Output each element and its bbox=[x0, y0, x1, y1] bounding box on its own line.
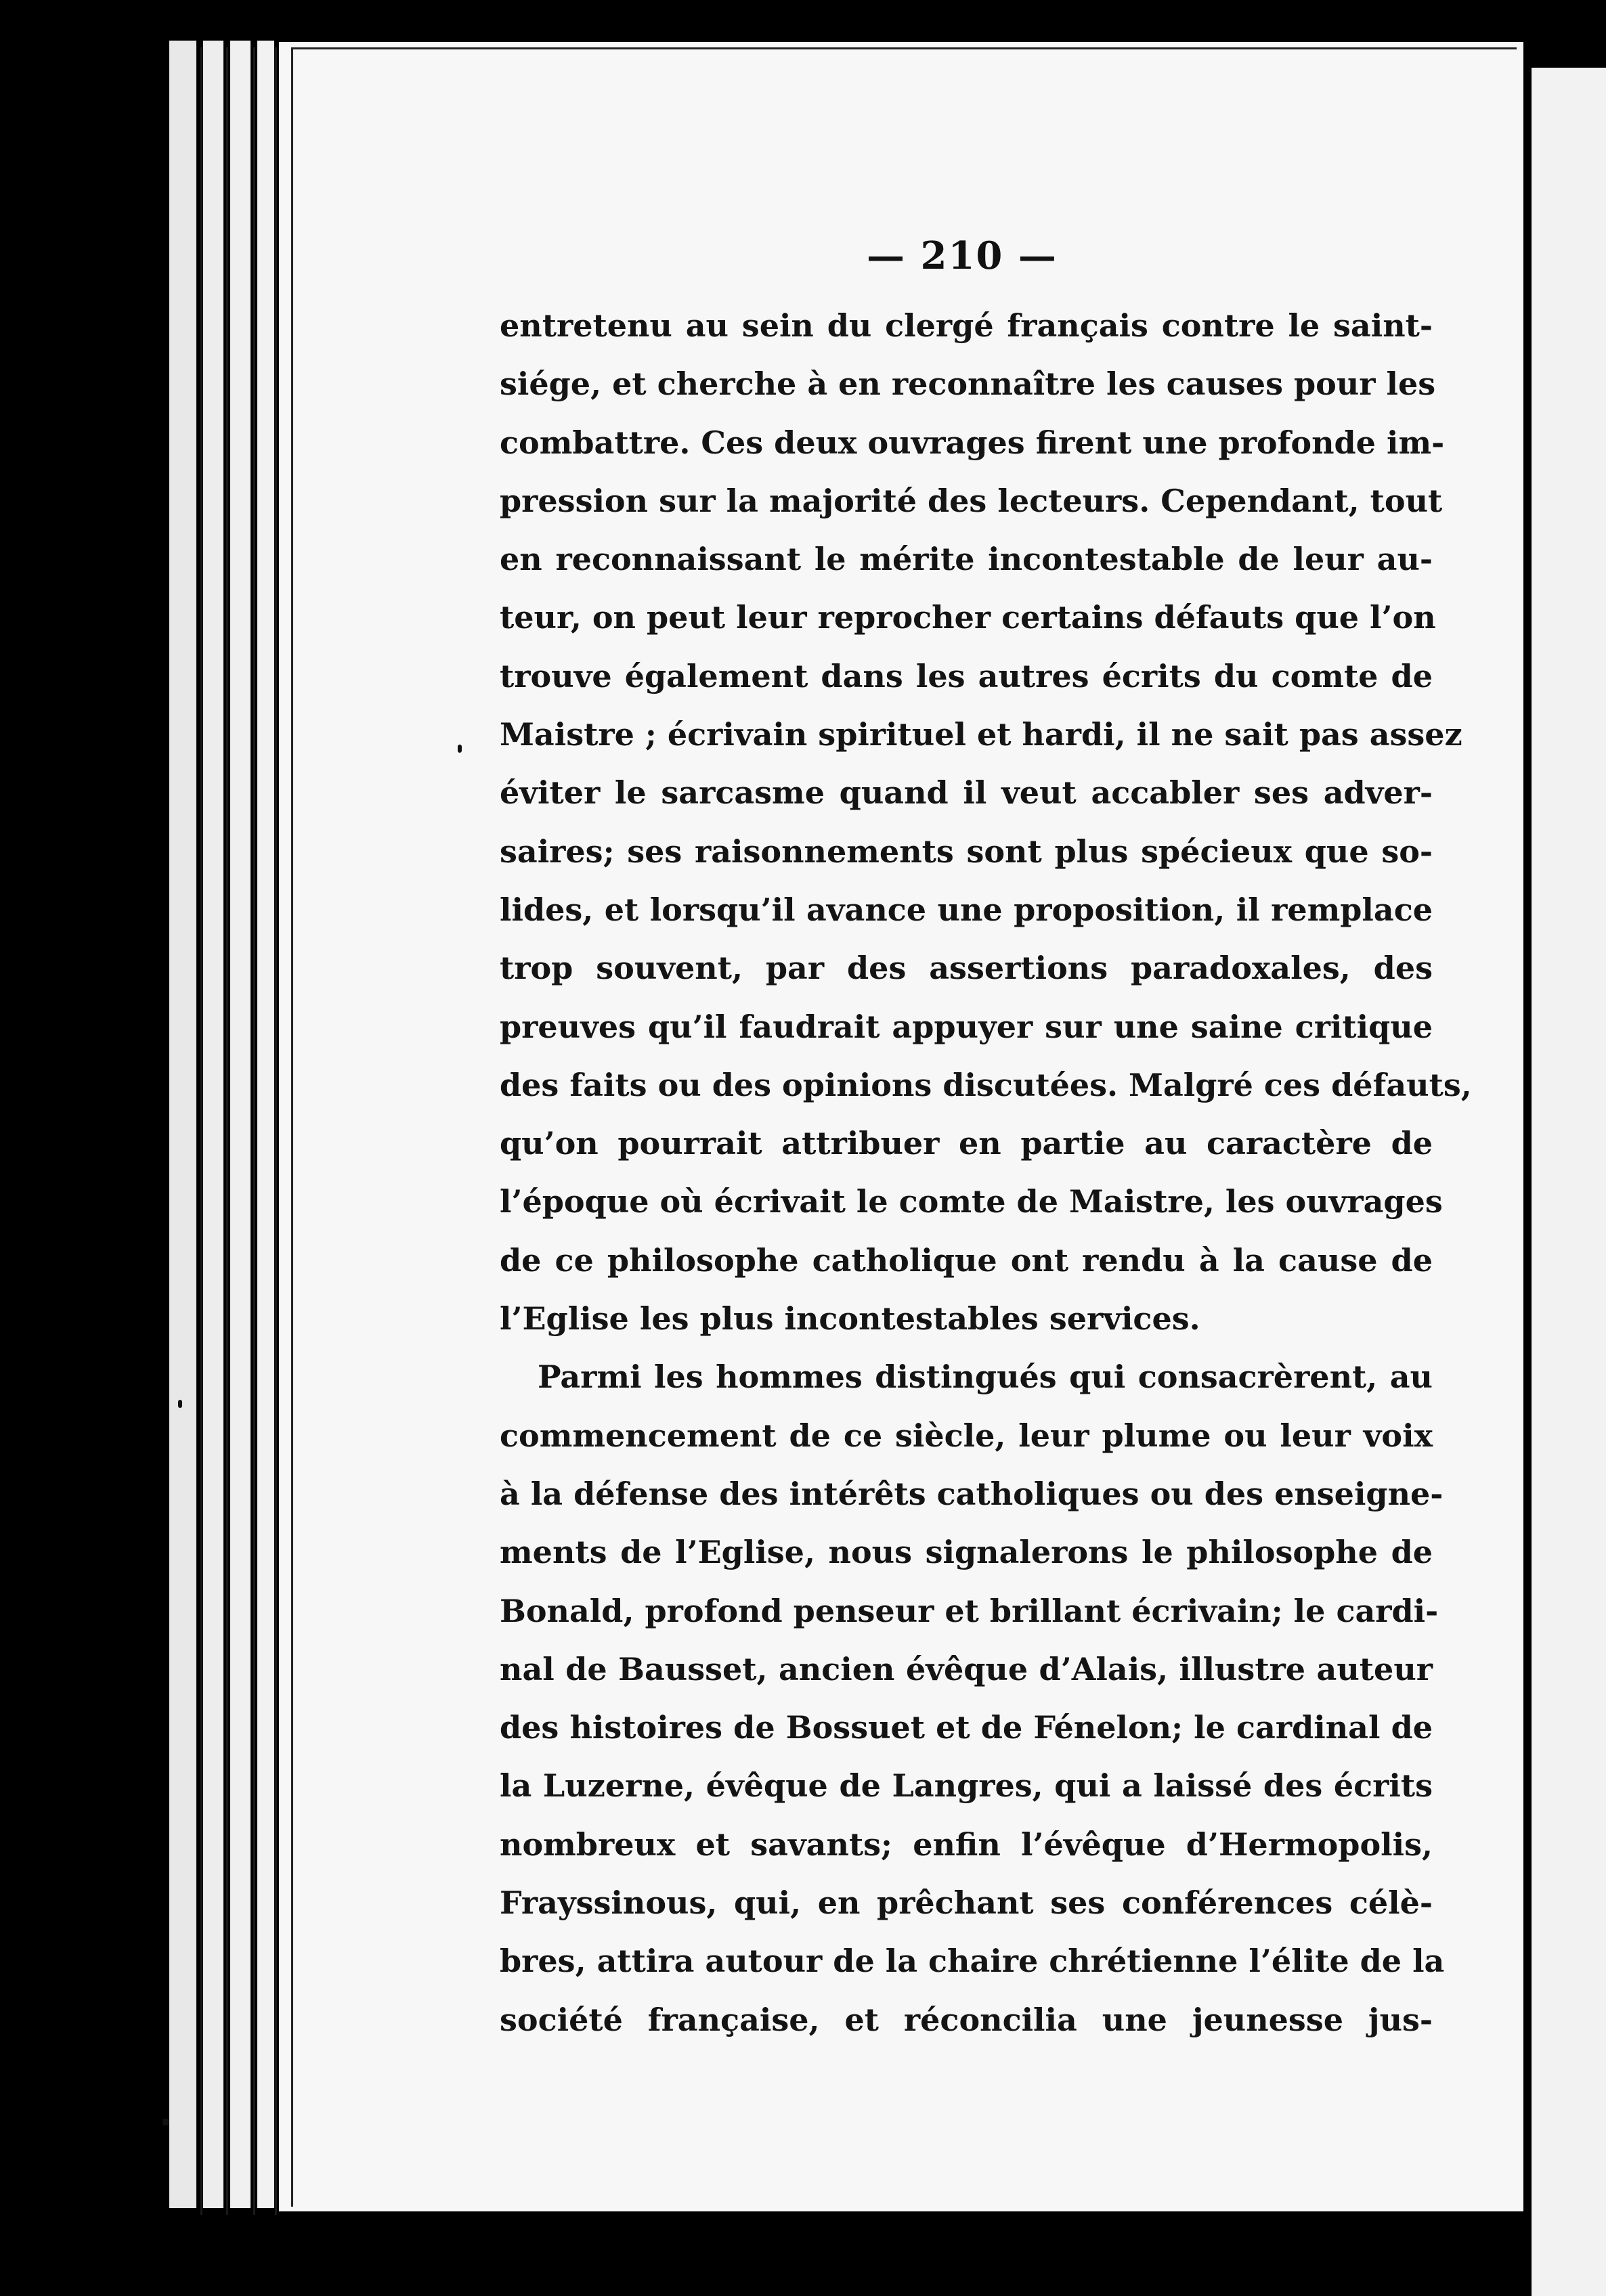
text-line: trop souvent, par des assertions paradoxales, des bbox=[500, 950, 1433, 987]
text-line: Maistre ; écrivain spirituel et hardi, il ne sait pas assez bbox=[500, 716, 1462, 753]
text-line: à la défense des intérêts catholiques ou des enseigne- bbox=[500, 1475, 1444, 1512]
ink-speck bbox=[162, 2119, 169, 2125]
page-number: — 210 — bbox=[867, 234, 1058, 278]
text-line: éviter le sarcasme quand il veut accabler ses adver- bbox=[500, 774, 1433, 812]
text-line: l’Eglise les plus incontestables services. bbox=[500, 1300, 1200, 1338]
text-line: nal de Bausset, ancien évêque d’Alais, illustre auteur bbox=[500, 1650, 1433, 1687]
page-edge-line bbox=[226, 47, 228, 2215]
page-border bbox=[291, 47, 293, 2207]
ink-speck bbox=[458, 745, 462, 753]
text-line: teur, on peut leur reprocher certains défauts que l’on bbox=[500, 599, 1436, 636]
text-line: qu’on pourrait attribuer en partie au caractère de bbox=[500, 1125, 1433, 1162]
text-line: siége, et cherche à en reconnaître les causes pour les bbox=[500, 366, 1436, 403]
page-edge bbox=[169, 41, 196, 2208]
text-line: des faits ou des opinions discutées. Malgré ces défauts, bbox=[500, 1066, 1472, 1103]
text-line: pression sur la majorité des lecteurs. Cependant, tout bbox=[500, 482, 1443, 519]
scan-background bbox=[169, 2215, 1530, 2296]
text-line: combattre. Ces deux ouvrages firent une profonde im- bbox=[500, 424, 1445, 461]
page-edge bbox=[203, 41, 223, 2208]
text-line: Bonald, profond penseur et brillant écrivain; le cardi- bbox=[500, 1592, 1439, 1629]
page-edge-line bbox=[200, 47, 202, 2215]
ink-speck bbox=[178, 1400, 182, 1408]
text-line: entretenu au sein du clergé français contre le saint- bbox=[500, 307, 1433, 344]
page-edge-line bbox=[275, 47, 277, 2215]
text-line: nombreux et savants; enfin l’évêque d’Hermopolis, bbox=[500, 1826, 1433, 1863]
text-line: bres, attira autour de la chaire chrétienne l’élite de la bbox=[500, 1943, 1445, 1980]
text-line: ments de l’Eglise, nous signalerons le philosophe de bbox=[500, 1534, 1433, 1571]
text-line: en reconnaissant le mérite incontestable de leur au- bbox=[500, 541, 1433, 578]
text-line: société française, et réconcilia une jeunesse jus- bbox=[500, 2001, 1433, 2038]
text-line: trouve également dans les autres écrits du comte de bbox=[500, 657, 1433, 694]
text-line: preuves qu’il faudrait appuyer sur une saine critique bbox=[500, 1008, 1433, 1045]
body-text bbox=[500, 296, 1472, 2049]
text-line: de ce philosophe catholique ont rendu à la cause de bbox=[500, 1241, 1433, 1279]
page-edge bbox=[230, 41, 251, 2208]
text-line: lides, et lorsqu’il avance une proposition, il remplace bbox=[500, 891, 1433, 928]
text-line: Frayssinous, qui, en prêchant ses conférences célè- bbox=[500, 1884, 1433, 1922]
page-edge-line bbox=[253, 47, 255, 2215]
text-line: saires; ses raisonnements sont plus spécieux que so- bbox=[500, 833, 1433, 870]
text-line: commencement de ce siècle, leur plume ou leur voix bbox=[500, 1417, 1433, 1454]
text-line: la Luzerne, évêque de Langres, qui a laissé des écrits bbox=[500, 1767, 1433, 1805]
page-border bbox=[291, 47, 1517, 49]
text-line: des histoires de Bossuet et de Fénelon; le cardinal de bbox=[500, 1709, 1433, 1746]
page-edge bbox=[257, 41, 274, 2208]
facing-page-edge bbox=[1532, 68, 1606, 2296]
text-line: l’époque où écrivait le comte de Maistre, les ouvrages bbox=[500, 1183, 1443, 1220]
text-line: Parmi les hommes distingués qui consacrèrent, au bbox=[538, 1359, 1433, 1396]
